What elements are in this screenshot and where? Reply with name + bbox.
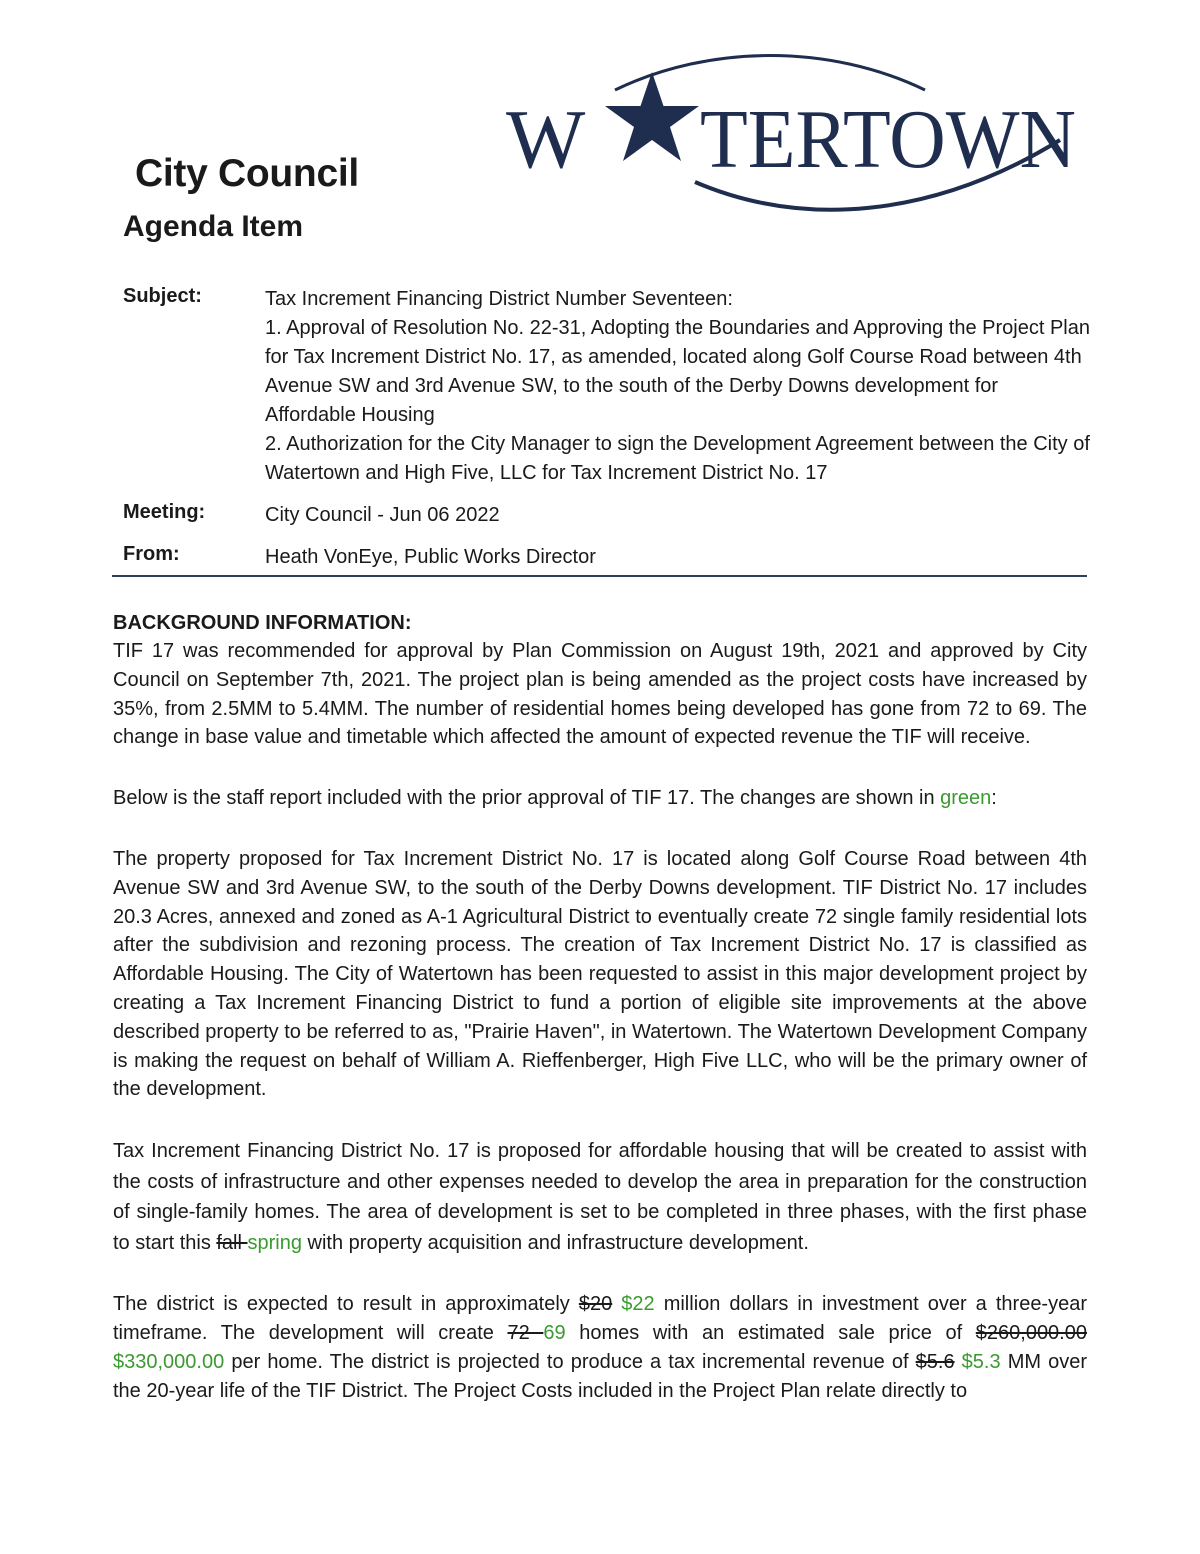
paragraph [113, 784, 1087, 813]
logo-text-w: W [506, 93, 586, 186]
section-heading: BACKGROUND INFORMATION: [113, 612, 412, 634]
deleted-text: $5.6 [915, 1350, 955, 1373]
subject-row [123, 285, 1093, 488]
paragraph-text: per home. The district is projected to produce a tax incremental revenue of [224, 1350, 916, 1373]
meeting-value: City Council - Jun 06 2022 [265, 504, 500, 526]
paragraph-text: homes with an estimated sale price of [565, 1321, 976, 1344]
paragraph-text: million dollars in investment over a three-year timeframe. The development will create [113, 1293, 1088, 1344]
subject-line: Tax Increment Financing District Number Seventeen: [265, 288, 733, 310]
green-text: green [940, 787, 992, 810]
paragraph-text: with property acquisition and infrastructure development. [301, 1231, 809, 1254]
paragraph: TIF 17 was recommended for approval by Plan Commission on August 19th, 2021 and approved by City Council on September 7th, 2021. The project plan is being amended as the project costs have increased by 35%, from 2.5MM to 5.4MM. The number of residential homes being developed has gone from 72 to 69. The change in base value and timetable which affected the amount of expected revenue the TIF will receive. [113, 640, 1087, 749]
deleted-text: $260,000.00 [975, 1321, 1087, 1344]
paragraph-text: Tax Increment Financing District No. 17 is proposed for affordable housing that will be created to assist with the costs of infrastructure and other expenses needed to develop the area in preparation for the construction of single-family homes. The area of development is set to be completed in three phases, with the first phase to start this [113, 1140, 1087, 1254]
inserted-text: $330,000.00 [113, 1350, 225, 1373]
paragraph-text: : [991, 787, 997, 810]
inserted-text: spring [247, 1231, 302, 1254]
paragraph-text: MM over the 20-year life of the TIF District. The Project Costs included in the Project Plan relate directly to [113, 1350, 1088, 1402]
meeting-label: Meeting: [123, 501, 206, 523]
from-value: Heath VonEye, Public Works Director [265, 546, 596, 568]
paragraph-text: The district is expected to result in approximately [113, 1293, 579, 1316]
deleted-text: $20 [578, 1293, 613, 1316]
inserted-text: 69 [543, 1321, 566, 1344]
paragraph [113, 1290, 1087, 1405]
paragraph [113, 1136, 1087, 1258]
inserted-text: $5.3 [961, 1350, 1001, 1373]
deleted-text: fall [216, 1231, 248, 1254]
page-title: City Council [135, 152, 359, 195]
page-subtitle: Agenda Item [123, 210, 304, 243]
deleted-text: 72 [507, 1321, 544, 1344]
watertown-logo [500, 52, 1090, 217]
divider [112, 575, 1087, 577]
from-label: From: [123, 543, 180, 565]
subject-value [265, 285, 1093, 488]
background-section [113, 609, 1087, 1405]
paragraph-text: Below is the staff report included with the prior approval of TIF 17. The changes are shown in [113, 787, 941, 810]
subject-line: 2. Authorization for the City Manager to sign the Development Agreement between the City of Watertown and High Five, LLC for Tax Increment District No. 17 [265, 433, 1090, 484]
agenda-meta [123, 285, 1093, 572]
meeting-row [123, 501, 1093, 530]
inserted-text: $22 [621, 1293, 655, 1316]
star-icon [605, 72, 699, 161]
from-row [123, 543, 1093, 572]
subject-line: 1. Approval of Resolution No. 22-31, Adopting the Boundaries and Approving the Project Plan for Tax Increment District No. 17, as amended, located along Golf Course Road between 4th Avenue SW and 3rd Avenue SW, to the south of the Derby Downs development for Affordable Housing [265, 317, 1090, 426]
logo-text-rest: TERTOWN [700, 93, 1076, 186]
paragraph: The property proposed for Tax Increment District No. 17 is located along Golf Course Road between 4th Avenue SW and 3rd Avenue SW, to the south of the Derby Downs development. TIF District No. 17 includes 20.3 Acres, annexed and zoned as A-1 Agricultural District to eventually create 72 single family residential lots after the subdivision and rezoning process. The creation of Tax Increment District No. 17 is classified as Affordable Housing. The City of Watertown has been requested to assist in this major development project by creating a Tax Increment Financing District to fund a portion of eligible site improvements at the above described property to be referred to as, "Prairie Haven", in Watertown. The Watertown Development Company is making the request on behalf of William A. Rieffenberger, High Five LLC, who will be the primary owner of the development. [113, 847, 1087, 1101]
subject-label: Subject: [123, 285, 202, 307]
